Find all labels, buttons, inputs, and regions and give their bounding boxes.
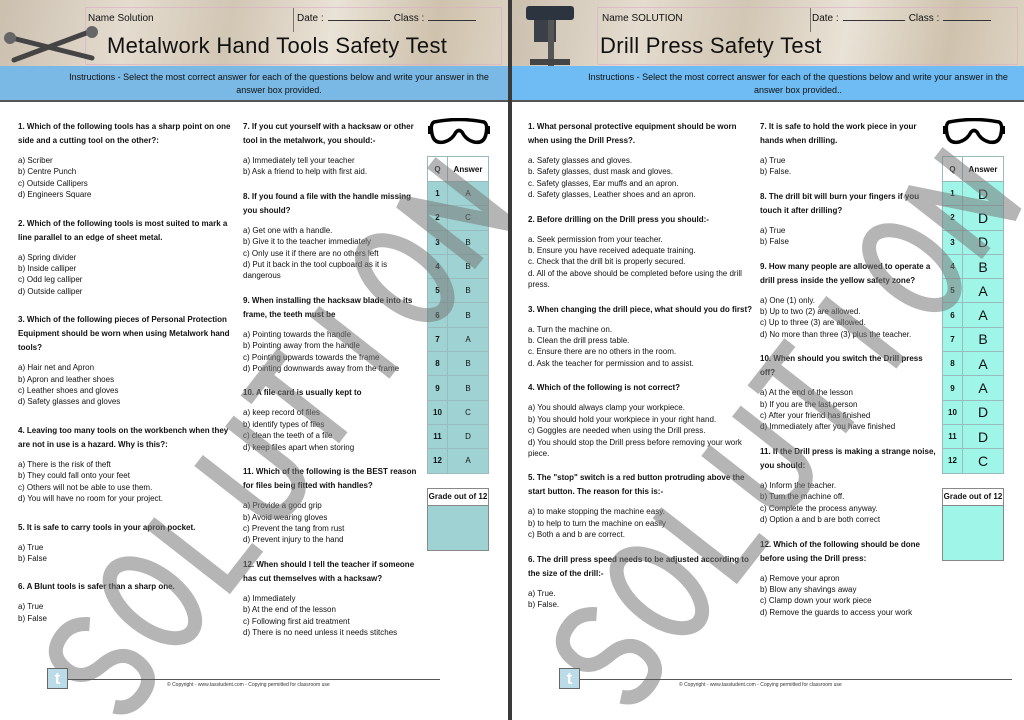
copyright-text: © Copyright - www.tasstudent.com - Copying permitted for classroom use xyxy=(679,682,842,688)
answer-option: d. Safety glasses, Leather shoes and an apron. xyxy=(528,190,696,200)
answer-option: a. Safety glasses and gloves. xyxy=(528,156,633,165)
answer-cell[interactable]: A xyxy=(963,376,1004,400)
question xyxy=(243,190,421,282)
answer-cell[interactable]: C xyxy=(448,400,489,424)
question xyxy=(760,445,938,526)
answer-option: c) Up to three (3) are allowed. xyxy=(760,318,866,328)
answer-option: c) Goggles are needed when using the Drill press. xyxy=(528,426,706,436)
options-list xyxy=(243,593,421,639)
question-text: 2. Before drilling on the Drill press you should:- xyxy=(528,214,709,224)
answer-option: b) You should hold your workpiece in your right hand. xyxy=(528,414,717,424)
answer-row xyxy=(943,376,1004,400)
drill-press-test-page xyxy=(512,0,1024,720)
question-number: 8 xyxy=(943,352,963,376)
answer-cell[interactable]: B xyxy=(963,254,1004,278)
answer-option: a) Scriber xyxy=(18,156,53,165)
answer-row xyxy=(428,254,489,278)
question xyxy=(528,213,754,291)
answer-option: a) True xyxy=(760,156,786,165)
answer-option: d) Option a and b are both correct xyxy=(760,515,881,525)
grade-box xyxy=(942,488,1004,561)
question-number: 11 xyxy=(943,424,963,448)
options-list xyxy=(760,225,938,248)
answer-row xyxy=(428,327,489,351)
question-text: 12. Which of the following should be done before using the Drill press: xyxy=(760,539,920,563)
answer-option: c) Pointing upwards towards the frame xyxy=(243,352,380,362)
answer-option: d) Prevent injury to the hand xyxy=(243,535,344,545)
footer-rule xyxy=(68,679,440,680)
class-input[interactable] xyxy=(943,20,991,21)
question-number: 7 xyxy=(428,327,448,351)
answer-option: a) There is the risk of theft xyxy=(18,459,111,469)
question xyxy=(760,538,938,619)
question xyxy=(528,471,754,540)
instructions-band: Instructions - Select the most correct answer for each of the questions below and write your answer in the answer box provided. xyxy=(0,66,508,102)
answer-option: d. All of the above should be completed before using the drill press. xyxy=(528,268,742,290)
answer-option: a) Spring divider xyxy=(18,252,77,262)
answer-option: b) Give it to the teacher immediately xyxy=(243,237,372,247)
answer-row xyxy=(943,182,1004,206)
footer-rule xyxy=(580,679,1012,680)
question-text: 11. If the Drill press is making a strange noise, you should: xyxy=(760,446,936,470)
answer-cell[interactable]: A xyxy=(963,303,1004,327)
answer-row xyxy=(428,303,489,327)
grade-label: Grade out of 12 xyxy=(943,489,1003,506)
answer-row xyxy=(428,279,489,303)
question-number: 2 xyxy=(428,206,448,230)
question-number: 4 xyxy=(428,254,448,278)
answer-option: b) Centre Punch xyxy=(18,167,77,177)
grade-input[interactable] xyxy=(428,506,488,550)
header-divider xyxy=(810,8,811,32)
answer-option: a) Pointing towards the handle xyxy=(243,329,352,339)
answer-option: c. Ensure there are no others in the room. xyxy=(528,347,677,357)
question xyxy=(18,313,236,408)
options-list xyxy=(760,387,938,433)
answer-cell[interactable]: B xyxy=(448,230,489,254)
answer-option: b) Turn the machine off. xyxy=(760,492,845,502)
question-number: 3 xyxy=(943,230,963,254)
answer-option: a) True xyxy=(760,225,786,235)
answer-option: b) False xyxy=(760,237,789,247)
question-text: 1. What personal protective equipment should be worn when using the Drill Press?. xyxy=(528,122,737,145)
answer-cell[interactable]: A xyxy=(448,327,489,351)
answer-option: b) False xyxy=(18,553,47,563)
answer-option: b) Ask a friend to help with first aid. xyxy=(243,167,368,177)
date-input[interactable] xyxy=(843,20,905,21)
options-list xyxy=(243,500,421,546)
q-column-header: Q xyxy=(943,157,963,182)
answer-option: a) Inform the teacher. xyxy=(760,480,837,490)
answer-option: a) At the end of the lesson xyxy=(760,388,853,398)
answer-option: a) True. xyxy=(528,588,556,598)
answer-option: a) Hair net and Apron xyxy=(18,363,95,373)
options-list xyxy=(18,601,236,624)
question-number: 12 xyxy=(943,449,963,473)
answer-cell[interactable]: B xyxy=(448,352,489,376)
date-class-fields xyxy=(812,13,995,24)
question xyxy=(243,294,421,375)
answer-option: b) Apron and leather shoes xyxy=(18,374,115,384)
question-number: 5 xyxy=(428,279,448,303)
question-text: 8. The drill bit will burn your fingers if you touch it after drilling? xyxy=(760,191,920,215)
q-column-header: Q xyxy=(428,157,448,182)
question-number: 7 xyxy=(943,327,963,351)
answer-option: a) Remove your apron xyxy=(760,573,840,583)
question-text: 1. Which of the following tools has a sharp point on one side and a cutting tool on the other?: xyxy=(18,122,231,145)
answer-row xyxy=(428,230,489,254)
options-list xyxy=(528,324,754,370)
answer-option: b. Safety glasses, dust mask and gloves. xyxy=(528,167,673,177)
answer-row xyxy=(943,400,1004,424)
question xyxy=(243,465,421,546)
instructions-band: Instructions - Select the most correct answer for each of the questions below and write your answer in the answer box provided.. xyxy=(512,66,1024,102)
answer-option: d) Pointing downwards away from the frame xyxy=(243,364,400,374)
question xyxy=(760,260,938,341)
question xyxy=(528,553,754,611)
options-list xyxy=(528,588,754,611)
answer-option: b) If you are the last person xyxy=(760,399,858,409)
question xyxy=(528,381,754,459)
answer-cell[interactable]: D xyxy=(963,424,1004,448)
options-list xyxy=(243,155,421,178)
question xyxy=(243,558,421,639)
answer-option: a) Immediately tell your teacher xyxy=(243,156,355,165)
answer-option: c) Leather shoes and gloves xyxy=(18,386,119,396)
answer-row xyxy=(428,352,489,376)
question xyxy=(528,303,754,370)
answer-row xyxy=(943,230,1004,254)
header xyxy=(512,0,1024,66)
question-text: 7. If you cut yourself with a hacksaw or other tool in the metalwork, you should:- xyxy=(243,122,414,145)
question xyxy=(760,352,938,433)
question xyxy=(18,217,236,298)
answer-row xyxy=(428,376,489,400)
answer-option: d) Put it back in the tool cupboard as it is dangerous xyxy=(243,260,388,281)
question xyxy=(18,521,236,565)
answer-option: d) Engineers Square xyxy=(18,190,92,200)
answer-row xyxy=(428,206,489,230)
answer-option: d) You should stop the Drill press before removing your work piece. xyxy=(528,437,742,458)
question-number: 4 xyxy=(943,254,963,278)
answer-option: b) identify types of files xyxy=(243,419,325,429)
answer-option: a) One (1) only. xyxy=(760,295,815,305)
header-divider xyxy=(293,8,294,32)
answer-option: c) Odd leg calliper xyxy=(18,275,83,285)
answer-option: c) Following first aid treatment xyxy=(243,616,350,626)
watermark-letter xyxy=(47,615,157,716)
question-text: 5. It is safe to carry tools in your apron pocket. xyxy=(18,522,196,532)
answer-cell[interactable]: A xyxy=(448,182,489,206)
question-number: 1 xyxy=(428,182,448,206)
answer-table-header xyxy=(428,157,489,182)
question-text: 3. Which of the following pieces of Personal Protection Equipment should be worn when using Metalwork hand tools? xyxy=(18,315,230,353)
answer-option: b) False. xyxy=(760,167,792,177)
answer-row xyxy=(428,400,489,424)
question-text: 6. A Blunt tools is safer than a sharp one. xyxy=(18,582,175,592)
grade-box xyxy=(427,488,489,551)
answer-cell[interactable]: D xyxy=(448,424,489,448)
date-label: Date : xyxy=(812,13,839,24)
question-text: 12. When should I tell the teacher if someone has cut themselves with a hacksaw? xyxy=(243,559,415,583)
answer-option: d. Ask the teacher for permission and to assist. xyxy=(528,358,694,368)
class-label: Class : xyxy=(908,13,940,24)
question-column xyxy=(760,120,938,618)
options-list xyxy=(528,155,754,201)
answer-cell[interactable]: B xyxy=(448,303,489,327)
answer-option: a) True xyxy=(18,542,44,552)
question-column xyxy=(528,120,754,610)
question-text: 2. Which of the following tools is most suited to mark a line parallel to an edge of sheet metal. xyxy=(18,218,228,242)
question-number: 6 xyxy=(428,303,448,327)
question-number: 11 xyxy=(428,424,448,448)
options-list xyxy=(243,407,421,453)
answer-cell[interactable]: B xyxy=(448,254,489,278)
answer-cell[interactable]: B xyxy=(448,279,489,303)
answer-column-header: Answer xyxy=(448,157,489,182)
question xyxy=(18,120,236,201)
answer-cell[interactable]: D xyxy=(963,206,1004,230)
answer-option: c) Outside Callipers xyxy=(18,178,88,188)
answer-option: b) Avoid wearing gloves xyxy=(243,512,328,522)
answer-option: a) Get one with a handle. xyxy=(243,225,333,235)
answer-row xyxy=(943,352,1004,376)
answer-option: b. Clean the drill press table. xyxy=(528,336,630,346)
grade-input[interactable] xyxy=(943,506,1003,560)
options-list xyxy=(760,155,938,178)
safety-goggles-icon xyxy=(943,118,1005,151)
answer-row xyxy=(943,449,1004,473)
date-class-fields xyxy=(297,13,480,24)
question xyxy=(760,190,938,248)
answer-option: d) There is no need unless it needs stitches xyxy=(243,627,398,637)
question-text: 9. When installing the hacksaw blade into its frame, the teeth must be xyxy=(243,295,413,319)
answer-option: c. Check that the drill bit is properly secured. xyxy=(528,257,686,267)
answer-cell[interactable]: D xyxy=(963,400,1004,424)
question-text: 7. It is safe to hold the work piece in your hands when drilling. xyxy=(760,122,917,145)
class-label: Class : xyxy=(393,13,425,24)
date-label: Date : xyxy=(297,13,324,24)
answer-option: b) Blow any shavings away xyxy=(760,584,857,594)
answer-option: d) Outside calliper xyxy=(18,286,83,296)
answer-option: c) clean the teeth of a file xyxy=(243,431,333,441)
question-text: 10. A file card is usually kept to xyxy=(243,388,362,398)
options-list xyxy=(528,402,754,459)
answer-option: b. Ensure you have received adequate training. xyxy=(528,246,696,256)
question-text: 4. Which of the following is not correct? xyxy=(528,383,680,393)
answer-row xyxy=(428,449,489,473)
answer-option: c) Complete the process anyway. xyxy=(760,503,878,513)
answer-row xyxy=(428,182,489,206)
answer-option: c) Only use it if there are no others left xyxy=(243,248,379,258)
options-list xyxy=(528,506,754,540)
question-number: 9 xyxy=(428,376,448,400)
answer-option: b) They could fall onto your feet xyxy=(18,471,130,481)
question-text: 5. The "stop" switch is a red button protruding above the start button. The reason for this is:- xyxy=(528,473,745,497)
question-number: 1 xyxy=(943,182,963,206)
options-list xyxy=(243,225,421,282)
answer-option: a) Immediately xyxy=(243,593,296,603)
question-text: 3. When changing the drill piece, what should you do first? xyxy=(528,304,753,314)
answer-cell[interactable]: A xyxy=(963,352,1004,376)
answer-table xyxy=(427,156,489,474)
options-list xyxy=(760,573,938,619)
question-number: 5 xyxy=(943,279,963,303)
question-number: 9 xyxy=(943,376,963,400)
answer-option: d) Immediately after you have finished xyxy=(760,422,896,432)
answer-option: d) You will have no room for your project. xyxy=(18,494,163,504)
options-list xyxy=(18,542,236,565)
question-text: 8. If you found a file with the handle missing you should? xyxy=(243,191,412,215)
answer-row xyxy=(943,327,1004,351)
answer-cell[interactable]: D xyxy=(963,230,1004,254)
question-text: 11. Which of the following is the BEST reason for files being fitted with handles? xyxy=(243,467,417,491)
options-list xyxy=(18,252,236,298)
answer-cell[interactable]: A xyxy=(448,449,489,473)
question xyxy=(760,120,938,178)
options-list xyxy=(760,480,938,526)
answer-option: b) False. xyxy=(528,599,560,609)
answer-option: b) Inside calliper xyxy=(18,264,77,274)
copyright-text: © Copyright - www.tasstudent.com - Copying permitted for classroom use xyxy=(167,682,330,688)
answer-column-header: Answer xyxy=(963,157,1004,182)
options-list xyxy=(18,459,236,505)
watermark-letter xyxy=(554,605,664,706)
question-text: 10. When should you switch the Drill press off? xyxy=(760,354,923,378)
question-number: 3 xyxy=(428,230,448,254)
header xyxy=(0,0,508,66)
answer-row xyxy=(943,254,1004,278)
question-text: 9. How many people are allowed to operate a drill press inside the yellow safety zone? xyxy=(760,261,931,285)
tasstudent-logo-icon: t xyxy=(47,668,68,689)
options-list xyxy=(760,295,938,341)
answer-option: a) keep record of files xyxy=(243,408,320,418)
question-text: 6. The drill press speed needs to be adjusted according to the size of the drill:- xyxy=(528,554,749,578)
answer-cell[interactable]: B xyxy=(448,376,489,400)
answer-option: b) At the end of the lesson xyxy=(243,605,336,615)
answer-option: c) Others will not be able to use them. xyxy=(18,482,153,492)
metalwork-test-page xyxy=(0,0,508,720)
question xyxy=(18,424,236,505)
question-number: 2 xyxy=(943,206,963,230)
question xyxy=(18,580,236,624)
answer-option: c) Prevent the tang from rust xyxy=(243,523,345,533)
grade-label: Grade out of 12 xyxy=(428,489,488,506)
answer-row xyxy=(943,303,1004,327)
answer-cell[interactable]: B xyxy=(963,327,1004,351)
answer-row xyxy=(943,424,1004,448)
answer-option: d) No more than three (3) plus the teacher. xyxy=(760,329,912,339)
question-column xyxy=(18,120,236,624)
question-number: 10 xyxy=(943,400,963,424)
question-text: 4. Leaving too many tools on the workbench when they are not in use is a hazard. Why is this?: xyxy=(18,425,229,449)
answer-option: b) Up to two (2) are allowed. xyxy=(760,307,861,317)
class-input[interactable] xyxy=(428,20,476,21)
answer-option: a) True xyxy=(18,602,44,612)
answer-option: a) Provide a good grip xyxy=(243,501,322,511)
question-number: 10 xyxy=(428,400,448,424)
answer-option: c) After your friend has finished xyxy=(760,411,871,421)
question xyxy=(243,120,421,178)
answer-cell[interactable]: C xyxy=(448,206,489,230)
answer-option: d) keep files apart when storing xyxy=(243,442,355,452)
answer-cell[interactable]: C xyxy=(963,449,1004,473)
options-list xyxy=(243,329,421,375)
question-column xyxy=(243,120,421,638)
answer-option: b) False xyxy=(18,613,47,623)
options-list xyxy=(18,155,236,201)
page-title: Drill Press Safety Test xyxy=(600,33,822,58)
answer-row xyxy=(943,206,1004,230)
question-number: 8 xyxy=(428,352,448,376)
answer-table xyxy=(942,156,1004,474)
answer-row xyxy=(943,279,1004,303)
answer-option: a) You should always clamp your workpiece. xyxy=(528,403,685,413)
answer-option: c. Safety glasses, Ear muffs and an apron. xyxy=(528,178,679,188)
question-number: 12 xyxy=(428,449,448,473)
answer-row xyxy=(428,424,489,448)
answer-option: c) Clamp down your work piece xyxy=(760,596,872,606)
options-list xyxy=(18,362,236,408)
question xyxy=(528,120,754,201)
answer-cell[interactable]: D xyxy=(963,182,1004,206)
answer-option: a) to make stopping the machine easy. xyxy=(528,507,665,517)
answer-option: c) Both a and b are correct. xyxy=(528,530,625,540)
answer-option: b) Pointing away from the handle xyxy=(243,341,360,351)
answer-option: b) to help to turn the machine on easily xyxy=(528,518,666,528)
options-list xyxy=(528,234,754,291)
answer-cell[interactable]: A xyxy=(963,279,1004,303)
answer-option: a. Turn the machine on. xyxy=(528,324,613,334)
name-field[interactable]: Name SOLUTION xyxy=(602,13,683,24)
question-number: 6 xyxy=(943,303,963,327)
tasstudent-logo-icon: t xyxy=(559,668,580,689)
date-input[interactable] xyxy=(328,20,390,21)
answer-option: d) Remove the guards to access your work xyxy=(760,607,913,617)
answer-option: d) Safety glasses and gloves xyxy=(18,397,121,407)
question xyxy=(243,386,421,453)
answer-option: a. Seek permission from your teacher. xyxy=(528,234,663,244)
safety-goggles-icon xyxy=(428,118,490,151)
page-title: Metalwork Hand Tools Safety Test xyxy=(107,33,448,58)
name-field[interactable]: Name Solution xyxy=(88,13,154,24)
answer-table-header xyxy=(943,157,1004,182)
